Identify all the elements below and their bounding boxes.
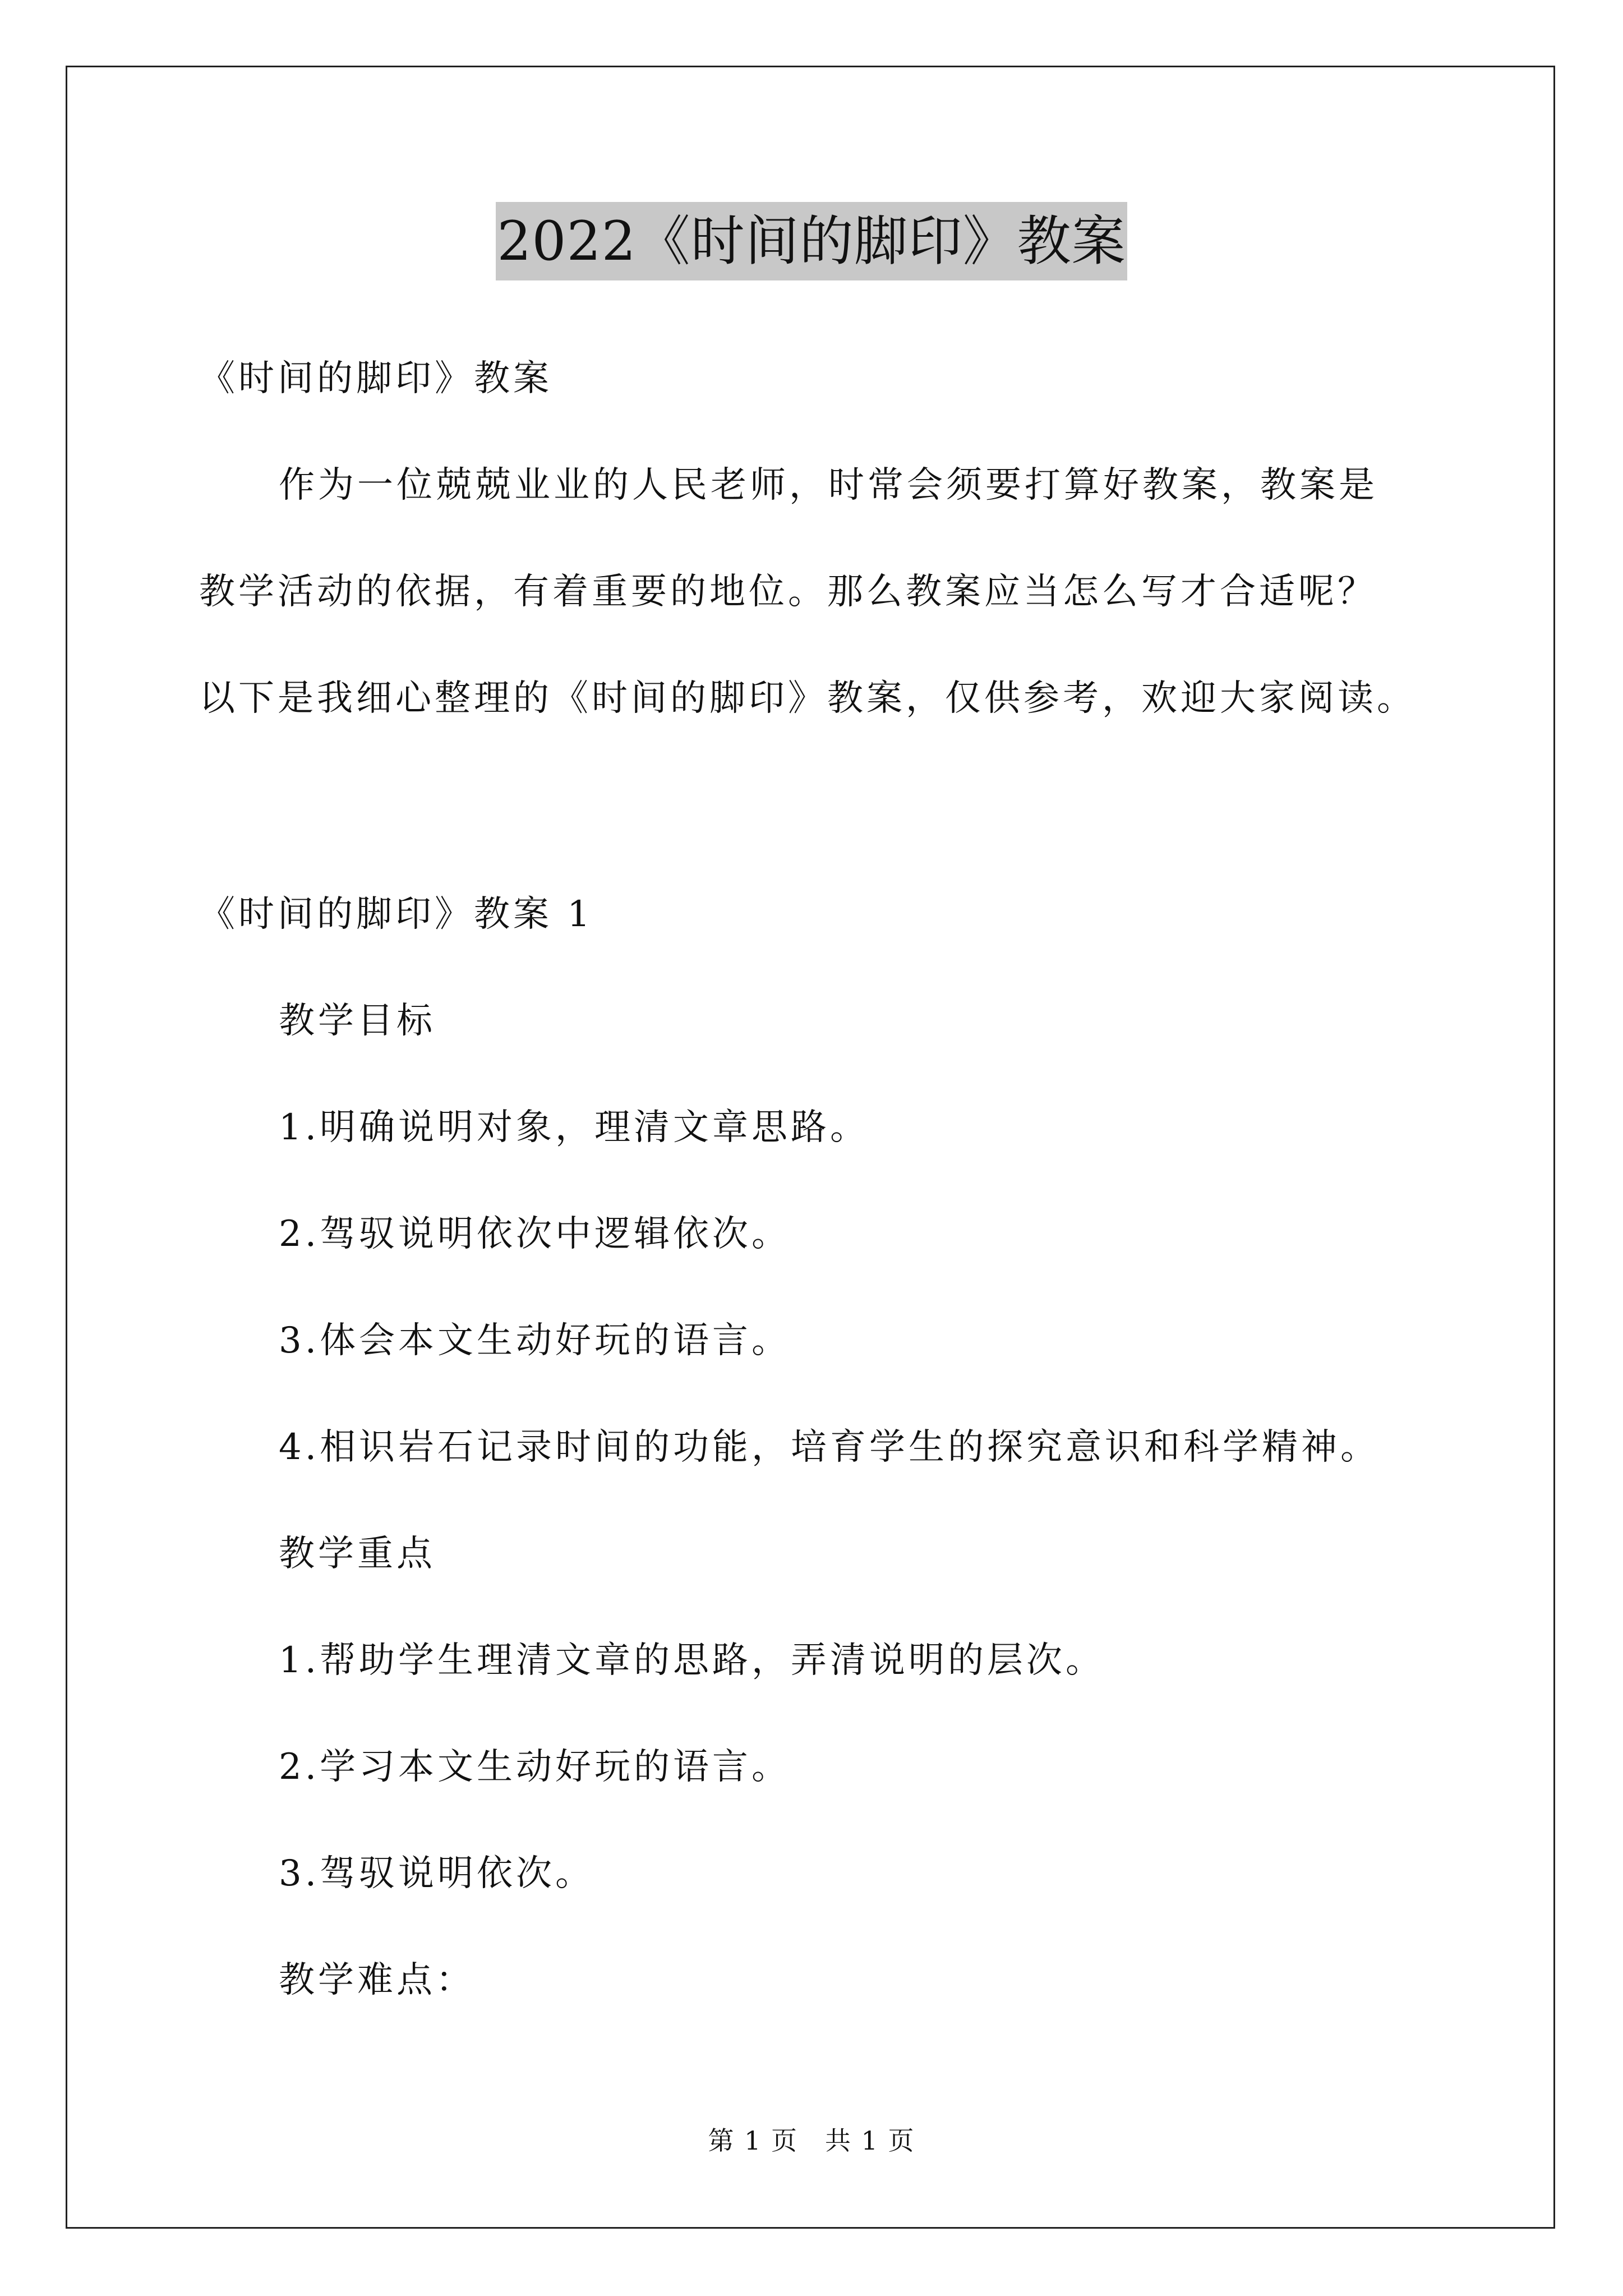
page-footer: 第 1 页 共 1 页 (708, 2125, 915, 2156)
intro-line-2: 教学活动的依据，有着重要的地位。那么教案应当怎么写才合适呢？ (199, 571, 1377, 613)
objective-item: 2.驾驭说明依次中逻辑依次。 (279, 1213, 791, 1255)
difficulties-heading: 教学难点： (279, 1959, 475, 2001)
document-title: 2022《时间的脚印》教案 (496, 202, 1127, 280)
objective-item: 1.明确说明对象，理清文章思路。 (279, 1107, 870, 1148)
objective-item: 3.体会本文生动好玩的语言。 (279, 1320, 791, 1361)
section-title: 《时间的脚印》教案 1 (199, 894, 594, 935)
document-subtitle: 《时间的脚印》教案 (199, 358, 552, 399)
objectives-heading: 教学目标 (279, 1000, 436, 1042)
key-point-item: 2.学习本文生动好玩的语言。 (279, 1746, 791, 1788)
intro-line-1: 作为一位兢兢业业的人民老师，时常会须要打算好教案，教案是 (279, 464, 1378, 506)
key-points-heading: 教学重点 (279, 1533, 436, 1575)
intro-line-3: 以下是我细心整理的《时间的脚印》教案，仅供参考，欢迎大家阅读。 (199, 678, 1416, 719)
objective-item: 4.相识岩石记录时间的功能，培育学生的探究意识和科学精神。 (279, 1427, 1380, 1468)
key-point-item: 1.帮助学生理清文章的思路，弄清说明的层次。 (279, 1640, 1105, 1681)
title-container (0, 202, 1623, 280)
key-point-item: 3.驾驭说明依次。 (279, 1853, 595, 1894)
